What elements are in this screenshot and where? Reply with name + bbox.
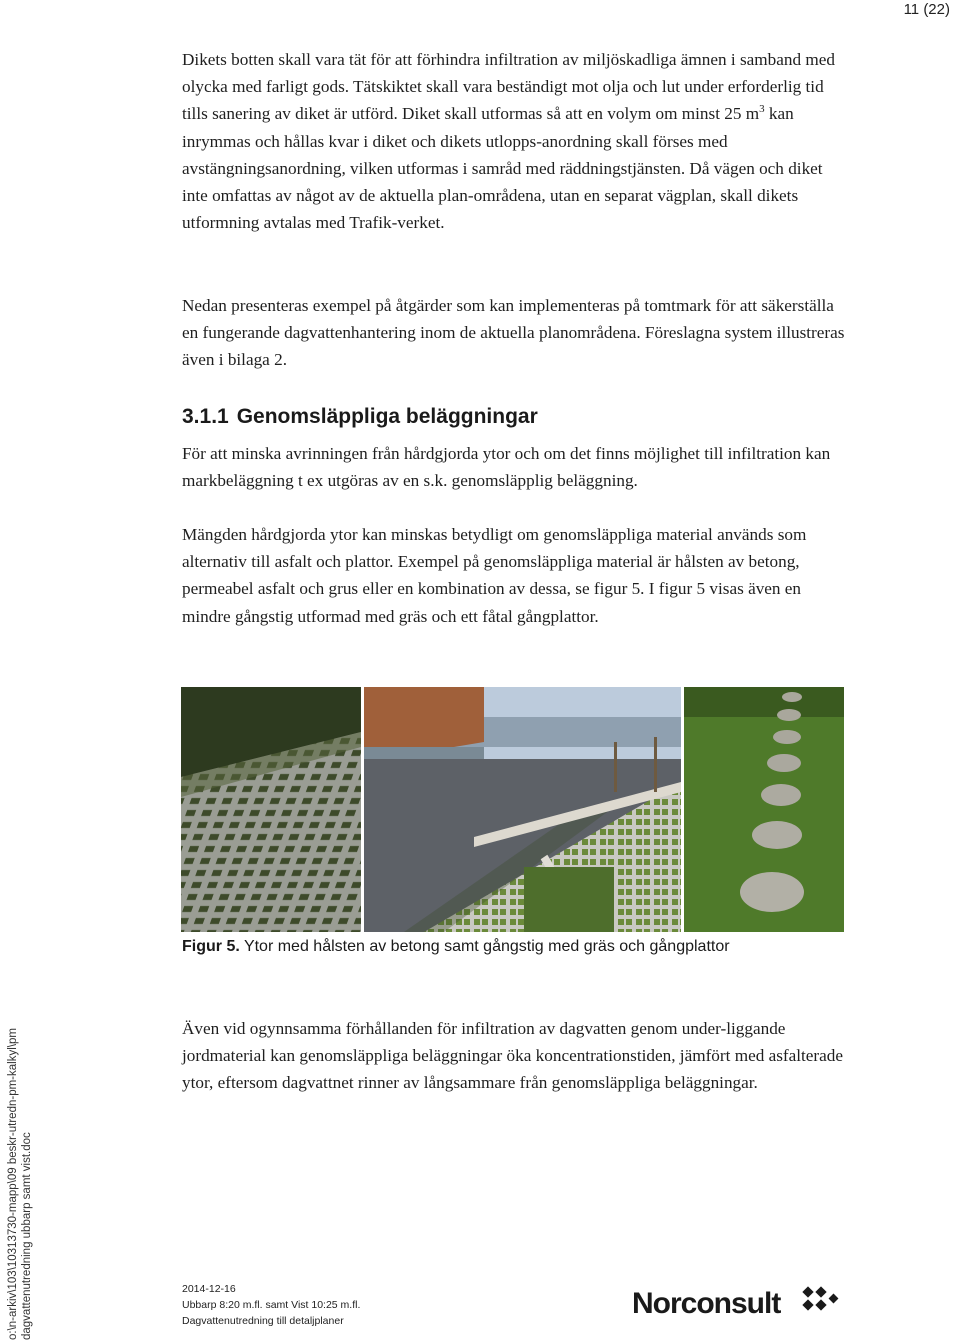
logo-wordmark: Norconsult	[632, 1287, 781, 1320]
footer-project: Ubbarp 8:20 m.fl. samt Vist 10:25 m.fl.	[182, 1299, 361, 1311]
footer-date: 2014-12-16	[182, 1283, 236, 1295]
section-title: Genomsläppliga beläggningar	[236, 405, 538, 428]
file-path-line-1: o:\n-arkiv\103\10313730-mapp\09 beskr-utredn-pm-kalkyl\pm	[7, 1028, 19, 1340]
paragraph-ditch-requirements	[182, 46, 852, 236]
superscript-cubic: 3	[759, 102, 765, 115]
page-number: 11 (22)	[903, 1, 950, 18]
paragraph-ditch-part-b: kan inrymmas och hållas kvar i diket och dikets utlopps-anordning skall förses med avstängningsanordning, vilken utformas i samråd med räddningstjänsten. Då vägen och diket inte omfattas av något av de aktuella plan-områdena, utan en separat vägplan, skall dikets utformning avtalas med Trafik-verket.	[182, 104, 823, 233]
section-heading	[182, 405, 538, 429]
paragraph-concentration-time: Även vid ogynnsamma förhållanden för infiltration av dagvatten genom under-liggande jordmaterial kan genomsläppliga beläggningar öka koncentrationstiden, jämfört med asfalterade ytor, eftersom dagvattnet rinner av långsammare från genomsläppliga beläggningar.	[182, 1019, 844, 1093]
figure-caption	[182, 938, 730, 956]
file-path-line-2: dagvattenutredning ubbarp samt vist.doc	[21, 1132, 33, 1340]
section-number: 3.1.1	[182, 405, 229, 428]
photo-stepping-stones	[684, 687, 844, 932]
photo-parking-lot	[364, 687, 681, 932]
paragraph-materials: Mängden hårdgjorda ytor kan minskas betydligt om genomsläppliga material används som alternativ till asfalt och plattor. Exempel på genomsläppliga material är hålsten av betong, permeabel asfalt och grus eller en kombination av dessa, se figur 5. I figur 5 visas även en mindre gångstig utformad med gräs och ett fåtal gångplattor.	[182, 525, 807, 626]
photo-grass-pavers	[181, 687, 361, 932]
norconsult-logo	[632, 1281, 840, 1321]
logo-mark-icon	[802, 1286, 838, 1310]
paragraph-runoff: För att minska avrinningen från hårdgjorda ytor och om det finns möjlighet till infiltration kan markbeläggning t ex utgöras av en s.k. genomsläpplig beläggning.	[182, 444, 831, 491]
figure-5-photos	[181, 687, 844, 932]
figure-caption-text: Ytor med hålsten av betong samt gångstig med gräs och gångplattor	[239, 938, 730, 955]
file-path	[6, 1028, 34, 1340]
figure-label: Figur 5.	[182, 938, 240, 955]
paragraph-ditch-part-a: Dikets botten skall vara tät för att förhindra infiltration av miljöskadliga ämnen i samband med olycka med farligt gods. Tätskiktet skall vara beständigt mot olja och lut under erforderlig tid tills sanering av diket är utförd. Diket skall utformas så att en volym om minst 25 m	[182, 50, 835, 124]
footer	[182, 1281, 360, 1329]
footer-document-title: Dagvattenutredning till detaljplaner	[182, 1315, 344, 1327]
paragraph-measures-intro: Nedan presenteras exempel på åtgärder som kan implementeras på tomtmark för att säkerställa en fungerande dagvattenhantering inom de aktuella planområdena. Föreslagna system illustreras även i bilaga 2.	[182, 296, 845, 370]
